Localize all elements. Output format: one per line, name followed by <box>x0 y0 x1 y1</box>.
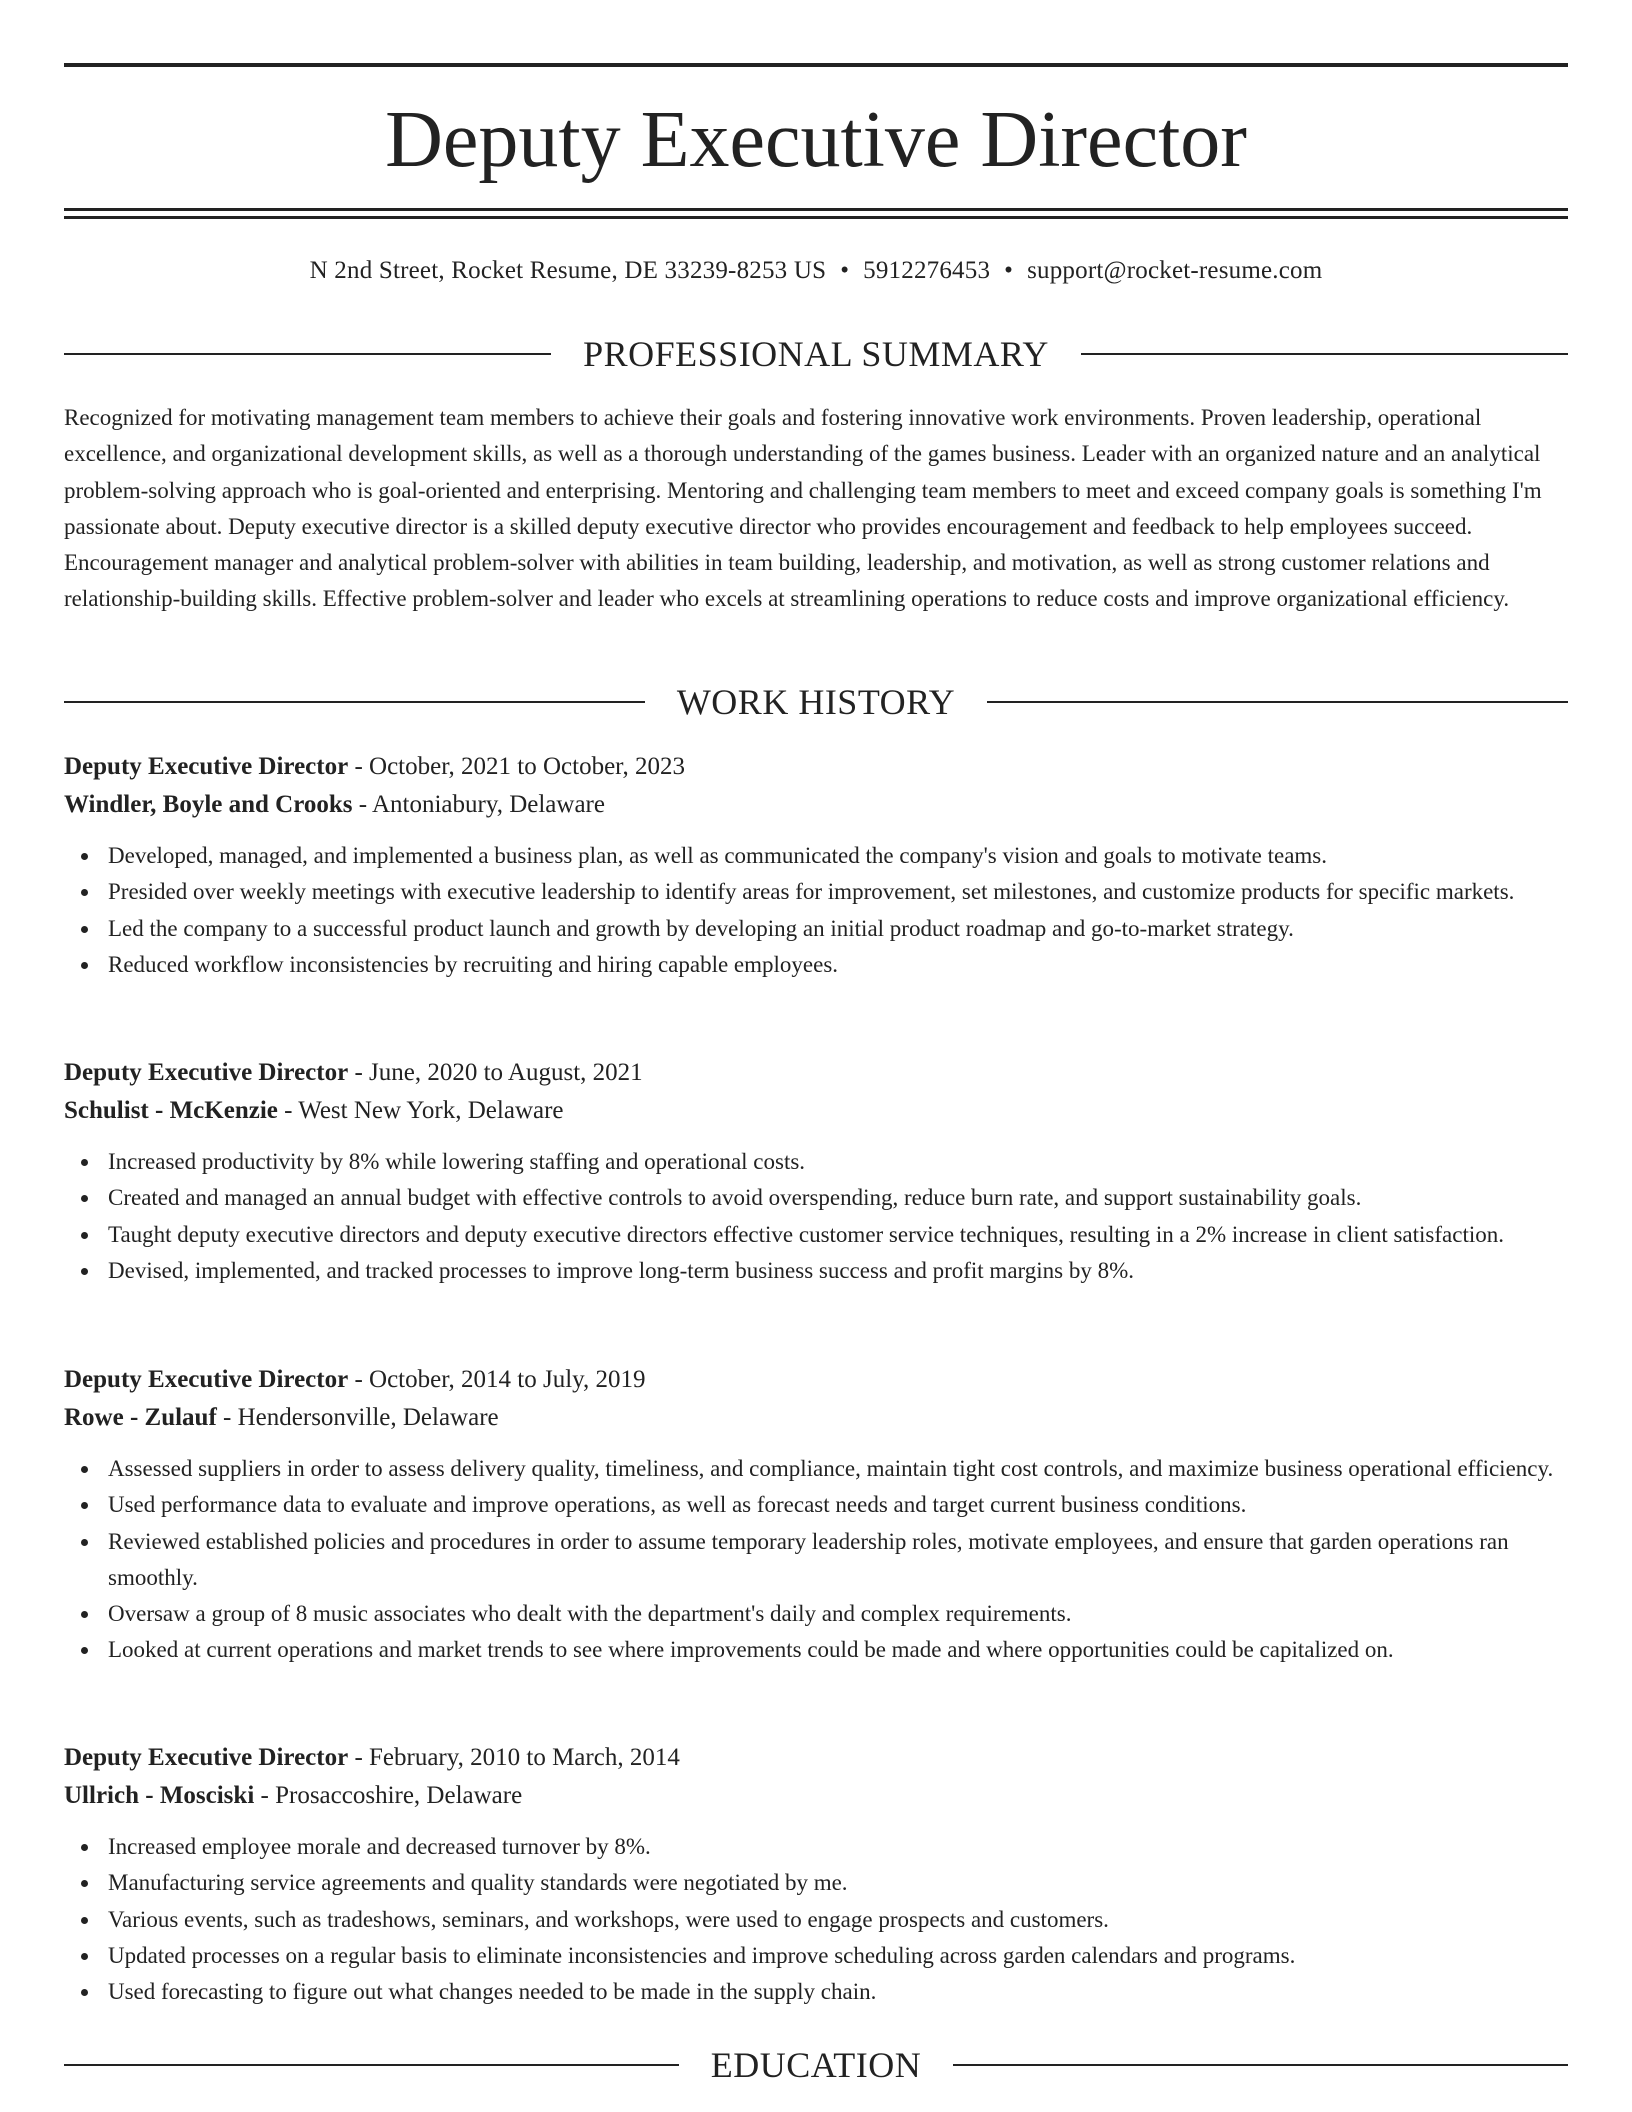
job-bullet: Presided over weekly meetings with executive leadership to identify areas for improvement, set milestones, and customize products for specific markets. <box>64 874 1568 910</box>
job-bullet-list <box>64 1451 1568 1669</box>
job-dates: - October, 2021 to October, 2023 <box>348 753 685 780</box>
job-bullet: Increased employee morale and decreased turnover by 8%. <box>64 1829 1568 1865</box>
job-title: Deputy Executive Director <box>64 753 349 780</box>
job-location: - Antoniabury, Delaware <box>352 791 605 818</box>
job-company: Windler, Boyle and Crooks <box>64 791 353 818</box>
job-bullet: Led the company to a successful product launch and growth by developing an initial product roadmap and go-to-market strategy. <box>64 911 1568 947</box>
job-bullet-list <box>64 1144 1568 1289</box>
job-entry <box>64 748 1568 983</box>
contact-line <box>64 253 1568 289</box>
job-entry <box>64 1739 1568 2010</box>
contact-address: N 2nd Street, Rocket Resume, DE 33239-8253 US <box>309 257 827 284</box>
job-company-line <box>64 1777 1568 1815</box>
job-title-line <box>64 1739 1568 1777</box>
job-entry <box>64 1361 1568 1669</box>
job-bullet: Created and managed an annual budget with effective controls to avoid overspending, reduce burn rate, and support sustainability goals. <box>64 1180 1568 1216</box>
job-bullet: Used performance data to evaluate and improve operations, as well as forecast needs and target current business conditions. <box>64 1487 1568 1523</box>
job-title: Deputy Executive Director <box>64 1744 349 1771</box>
job-company-line <box>64 786 1568 824</box>
job-company: Ullrich - Mosciski <box>64 1782 255 1809</box>
job-title-line <box>64 1054 1568 1092</box>
job-location: - Prosaccoshire, Delaware <box>254 1782 523 1809</box>
job-bullet: Various events, such as tradeshows, seminars, and workshops, were used to engage prospects and customers. <box>64 1902 1568 1938</box>
job-dates: - June, 2020 to August, 2021 <box>348 1059 643 1086</box>
section-heading-education <box>64 2043 1568 2087</box>
job-bullet: Reviewed established policies and procedures in order to assume temporary leadership roles, motivate employees, and ensure that garden operations ran smoothly. <box>64 1524 1568 1597</box>
header-top-rule <box>64 63 1568 67</box>
summary-text: Recognized for motivating management team members to achieve their goals and fostering innovative work environments. Proven leadership, operational excellence, and organizational development skills, as well as a thorough understanding of the games business. Leader with an organized nature and an analytical problem-solving approach who is goal-oriented and enterprising. Mentoring and challenging team members to meet and exceed company goals is something I'm passionate about. Deputy executive director is a skilled deputy executive director who provides encouragement and feedback to help employees succeed. Encouragement manager and analytical problem-solver with abilities in team building, leadership, and motivation, as well as strong customer relations and relationship-building skills. Effective problem-solver and leader who excels at streamlining operations to reduce costs and improve organizational efficiency. <box>64 405 1542 612</box>
job-company: Rowe - Zulauf <box>64 1404 217 1431</box>
job-dates: - February, 2010 to March, 2014 <box>348 1744 680 1771</box>
header-bottom-rule-second <box>64 216 1568 219</box>
contact-phone: 5912276453 <box>863 257 991 284</box>
contact-separator: • <box>1004 257 1014 284</box>
section-heading-summary <box>64 332 1568 376</box>
job-title-line <box>64 748 1568 786</box>
resume-name: Deputy Executive Director <box>385 96 1247 184</box>
contact-email: support@rocket-resume.com <box>1027 257 1323 284</box>
section-title: EDUCATION <box>710 2045 922 2085</box>
job-company-line <box>64 1399 1568 1437</box>
job-dates: - October, 2014 to July, 2019 <box>348 1366 646 1393</box>
job-bullet-list <box>64 838 1568 983</box>
job-bullet: Increased productivity by 8% while lowering staffing and operational costs. <box>64 1144 1568 1180</box>
header-bottom-rule <box>64 208 1568 211</box>
job-bullet: Oversaw a group of 8 music associates who dealt with the department's daily and complex requirements. <box>64 1596 1568 1632</box>
job-bullet: Developed, managed, and implemented a business plan, as well as communicated the company's vision and goals to motivate teams. <box>64 838 1568 874</box>
job-bullet: Used forecasting to figure out what changes needed to be made in the supply chain. <box>64 1974 1568 2010</box>
job-bullet: Assessed suppliers in order to assess delivery quality, timeliness, and compliance, maintain tight cost controls, and maximize business operational efficiency. <box>64 1451 1568 1487</box>
section-rule <box>953 2064 1568 2066</box>
section-title: WORK HISTORY <box>676 682 956 722</box>
job-bullet: Taught deputy executive directors and deputy executive directors effective customer service techniques, resulting in a 2% increase in client satisfaction. <box>64 1217 1568 1253</box>
job-location: - Hendersonville, Delaware <box>216 1404 499 1431</box>
job-bullet: Updated processes on a regular basis to eliminate inconsistencies and improve scheduling across garden calendars and programs. <box>64 1938 1568 1974</box>
section-rule <box>64 701 645 703</box>
job-title: Deputy Executive Director <box>64 1366 349 1393</box>
job-bullet: Reduced workflow inconsistencies by recruiting and hiring capable employees. <box>64 947 1568 983</box>
job-company: Schulist - McKenzie <box>64 1097 278 1124</box>
section-rule <box>64 2064 679 2066</box>
job-title: Deputy Executive Director <box>64 1059 349 1086</box>
section-rule <box>1081 353 1568 355</box>
job-entry <box>64 1054 1568 1289</box>
job-company-line <box>64 1092 1568 1130</box>
contact-separator: • <box>840 257 850 284</box>
section-title: PROFESSIONAL SUMMARY <box>583 334 1049 374</box>
job-bullet-list <box>64 1829 1568 2010</box>
job-title-line <box>64 1361 1568 1399</box>
section-rule <box>64 353 551 355</box>
section-heading-work-history <box>64 680 1568 724</box>
section-rule <box>987 701 1568 703</box>
job-bullet: Manufacturing service agreements and quality standards were negotiated by me. <box>64 1865 1568 1901</box>
job-location: - West New York, Delaware <box>277 1097 564 1124</box>
job-bullet: Looked at current operations and market trends to see where improvements could be made and where opportunities could be capitalized on. <box>64 1632 1568 1668</box>
job-bullet: Devised, implemented, and tracked processes to improve long-term business success and profit margins by 8%. <box>64 1253 1568 1289</box>
